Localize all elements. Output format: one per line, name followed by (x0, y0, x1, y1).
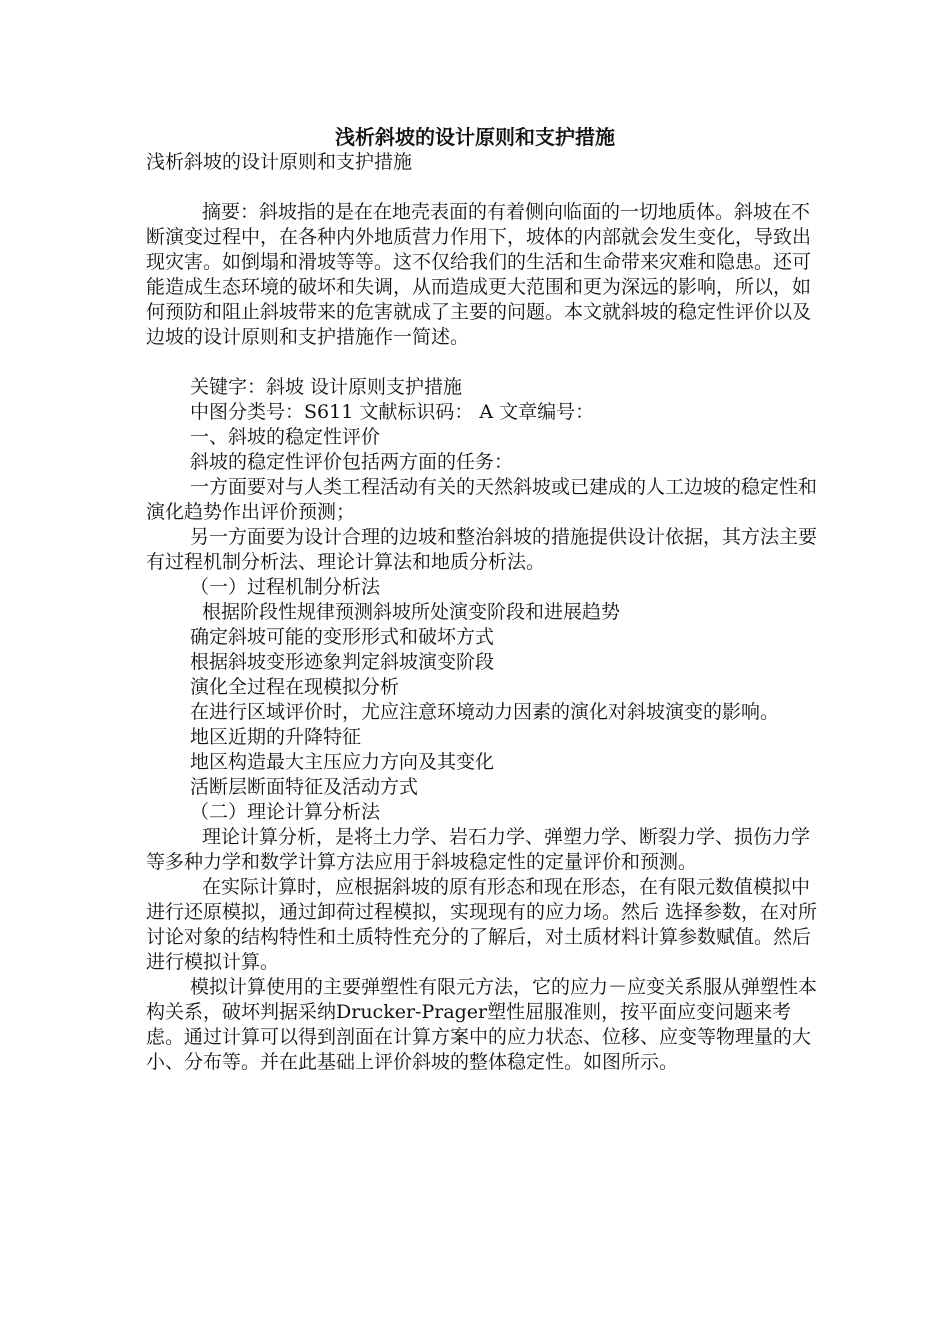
body-paragraph: 一方面要对与人类工程活动有关的天然斜坡或已建成的人工边坡的稳定性和演化趋势作出评价预测； (146, 476, 818, 523)
list-item: 活断层断面特征及活动方式 (190, 776, 419, 798)
body-paragraph: 理论计算分析，是将土力学、岩石力学、弹塑力学、断裂力学、损伤力学等多种力学和数学计算方法应用于斜坡稳定性的定量评价和预测。 (146, 826, 811, 873)
abstract-paragraph: 摘要：斜坡指的是在在地壳表面的有着侧向临面的一切地质体。斜坡在不断演变过程中，在各种内外地质营力作用下，坡体的内部就会发生变化，导致出现灾害。如倒塌和滑坡等等。这不仅给我们的生活和生命带来灾难和隐患。还可能造成生态环境的破坏和失调，从而造成更大范围和更为深远的影响，所以，如何预防和阻止斜坡带来的危害就成了主要的问题。本文就斜坡的稳定性评价以及边坡的设计原则和支护措施作一简述。 (146, 201, 812, 348)
document-body (146, 150, 826, 1075)
list-item: 确定斜坡可能的变形形式和破坏方式 (190, 626, 495, 648)
subsection-heading-2: （二）理论计算分析法 (190, 801, 381, 823)
subsection-heading-1: （一）过程机制分析法 (190, 576, 381, 598)
list-item: 根据斜坡变形迹象判定斜坡演变阶段 (190, 651, 495, 673)
list-item: 地区近期的升降特征 (190, 726, 362, 748)
keywords-paragraph: 关键字：斜坡 设计原则支护措施 (190, 376, 463, 398)
body-paragraph: 模拟计算使用的主要弹塑性有限元方法，它的应力－应变关系服从弹塑性本构关系，破坏判据采纳Drucker-Prager塑性屈服准则，按平面应变问题来考虑。通过计算可以得到剖面在计算方案中的应力状态、位移、应变等物理量的大小、分布等。并在此基础上评价斜坡的整体稳定性。如图所示。 (146, 976, 818, 1073)
classification-paragraph: 中图分类号：S611 文献标识码： A 文章编号： (190, 401, 595, 423)
section-heading-1: 一、斜坡的稳定性评价 (190, 426, 381, 448)
body-paragraph: 在实际计算时，应根据斜坡的原有形态和现在形态，在有限元数值模拟中进行还原模拟，通过卸荷过程模拟，实现现有的应力场。然后 选择参数，在对所讨论对象的结构特性和土质特性充分的了解后，对土质材料计算参数赋值。然后进行模拟计算。 (146, 876, 818, 973)
body-paragraph: 在进行区域评价时，尤应注意环境动力因素的演化对斜坡演变的影响。 (190, 701, 780, 723)
list-item: 演化全过程在现模拟分析 (190, 676, 400, 698)
list-item: 根据阶段性规律预测斜坡所处演变阶段和进展趋势 (202, 601, 621, 623)
body-paragraph: 另一方面要为设计合理的边坡和整治斜坡的措施提供设计依据，其方法主要有过程机制分析法、理论计算法和地质分析法。 (146, 526, 818, 573)
blank-line (146, 350, 826, 375)
document-title: 浅析斜坡的设计原则和支护措施 (335, 125, 615, 149)
list-item: 地区构造最大主压应力方向及其变化 (190, 751, 495, 773)
body-paragraph: 斜坡的稳定性评价包括两方面的任务： (190, 451, 514, 473)
subtitle-paragraph: 浅析斜坡的设计原则和支护措施 (146, 151, 413, 173)
blank-line (146, 175, 826, 200)
